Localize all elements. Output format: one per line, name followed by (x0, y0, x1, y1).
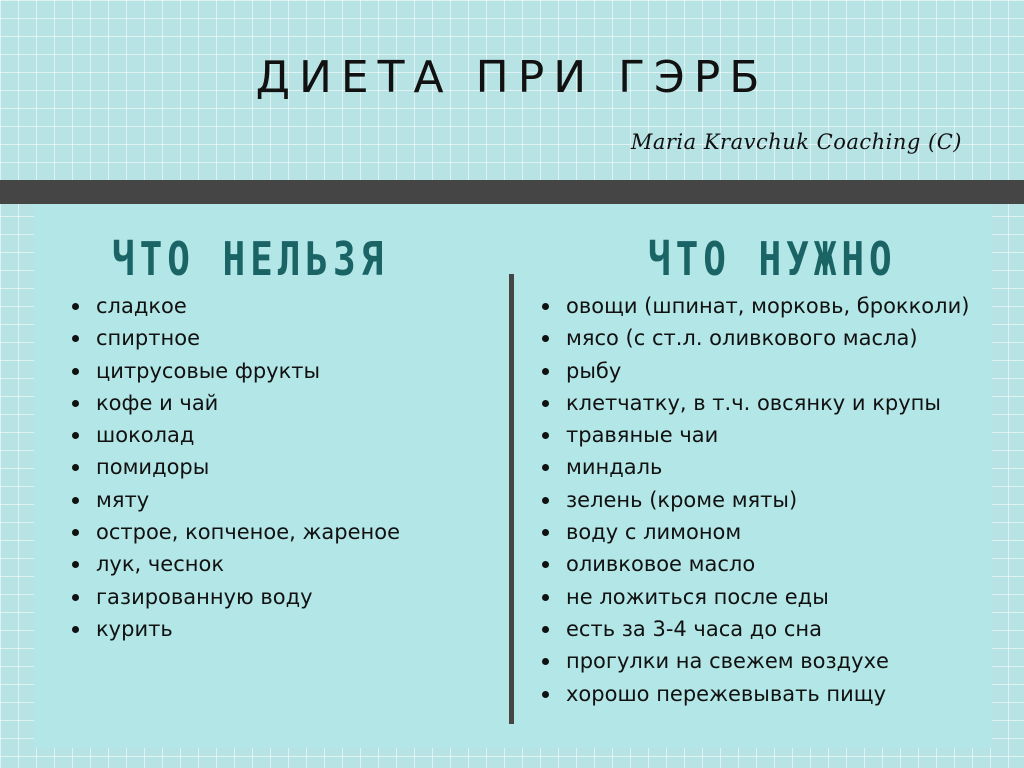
recommended-item-label: хорошо пережевывать пищу (566, 681, 887, 706)
header-divider (0, 180, 1024, 204)
recommended-item (540, 419, 969, 451)
bullet-icon (542, 658, 549, 665)
bullet-icon (542, 432, 549, 439)
forbidden-item (70, 290, 400, 322)
forbidden-item (70, 322, 400, 354)
bullet-icon (542, 594, 549, 601)
recommended-item-label: овощи (шпинат, морковь, брокколи) (566, 294, 970, 318)
recommended-item (540, 484, 969, 516)
recommended-item (540, 613, 969, 645)
recommended-item-label: миндаль (566, 455, 663, 480)
recommended-item (540, 678, 969, 710)
recommended-item-label: рыбу (566, 358, 622, 383)
recommended-item-label: мясо (с ст.л. оливкового масла) (566, 326, 918, 351)
bullet-icon (542, 303, 549, 310)
forbidden-item-label: сладкое (96, 294, 187, 318)
author-signature: Maria Kravchuk Coaching (C) (630, 130, 962, 154)
forbidden-item-label: лук, чеснок (96, 552, 225, 577)
recommended-item-label: воду с лимоном (566, 520, 742, 545)
forbidden-item (70, 581, 400, 613)
recommended-item (540, 355, 969, 387)
recommended-item (540, 451, 969, 483)
forbidden-item-label: кофе и чай (96, 390, 219, 415)
forbidden-item (70, 355, 400, 387)
bullet-icon (72, 432, 79, 439)
forbidden-item-label: газированную воду (96, 584, 313, 609)
forbidden-item (70, 387, 400, 419)
forbidden-item (70, 548, 400, 580)
bullet-icon (542, 400, 549, 407)
bullet-icon (542, 691, 549, 698)
bullet-icon (72, 561, 79, 568)
recommended-item (540, 387, 969, 419)
forbidden-list (70, 290, 400, 645)
bullet-icon (542, 368, 549, 375)
forbidden-item-label: спиртное (96, 326, 200, 351)
forbidden-item-label: мяту (96, 487, 150, 512)
recommended-item (540, 322, 969, 354)
bullet-icon (542, 497, 549, 504)
recommended-item (540, 516, 969, 548)
recommended-item (540, 581, 969, 613)
bullet-icon (72, 464, 79, 471)
recommended-item-label: не ложиться после еды (566, 584, 829, 609)
bullet-icon (542, 561, 549, 568)
forbidden-item-label: цитрусовые фрукты (96, 358, 321, 383)
recommended-item-label: клетчатку, в т.ч. овсянку и крупы (566, 390, 941, 415)
bullet-icon (72, 594, 79, 601)
page-title: ДИЕТА ПРИ ГЭРБ (255, 52, 769, 103)
bullet-icon (72, 529, 79, 536)
forbidden-item (70, 484, 400, 516)
recommended-item (540, 548, 969, 580)
recommended-item-label: оливковое масло (566, 552, 756, 577)
bullet-icon (72, 400, 79, 407)
recommended-item-label: есть за 3-4 часа до сна (566, 616, 822, 641)
recommended-list (540, 290, 969, 710)
bullet-icon (72, 497, 79, 504)
recommended-item-label: зелень (кроме мяты) (566, 487, 798, 512)
forbidden-item-label: помидоры (96, 455, 210, 480)
bullet-icon (72, 303, 79, 310)
bullet-icon (72, 626, 79, 633)
bullet-icon (542, 335, 549, 342)
bullet-icon (72, 368, 79, 375)
recommended-item-label: травяные чаи (566, 423, 719, 448)
bullet-icon (72, 335, 79, 342)
forbidden-heading: ЧТО НЕЛЬЗЯ (112, 232, 389, 286)
recommended-heading: ЧТО НУЖНО (648, 232, 897, 286)
forbidden-item (70, 451, 400, 483)
forbidden-item-label: шоколад (96, 423, 195, 448)
recommended-item (540, 290, 969, 322)
forbidden-item-label: острое, копченое, жареное (96, 520, 401, 545)
bullet-icon (542, 464, 549, 471)
bullet-icon (542, 626, 549, 633)
column-divider (509, 274, 514, 724)
forbidden-item (70, 613, 400, 645)
bullet-icon (542, 529, 549, 536)
recommended-item (540, 645, 969, 677)
forbidden-item (70, 516, 400, 548)
forbidden-item-label: курить (96, 616, 173, 641)
recommended-item-label: прогулки на свежем воздухе (566, 649, 889, 674)
forbidden-item (70, 419, 400, 451)
